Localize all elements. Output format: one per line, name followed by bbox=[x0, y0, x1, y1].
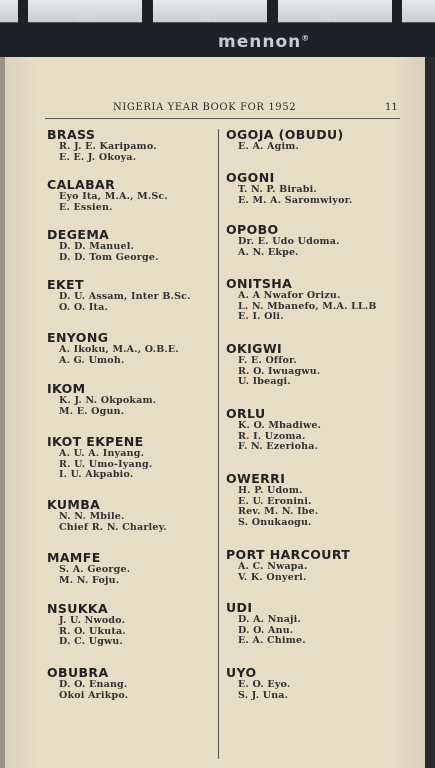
constituency-entry bbox=[226, 547, 350, 583]
constituency-name: OKIGWI bbox=[226, 341, 283, 356]
member-name: S. Onukaogu. bbox=[238, 516, 312, 528]
constituency-entry bbox=[47, 127, 157, 163]
member-name: E. U. Eronini. bbox=[238, 495, 312, 507]
member-name: E. A. Agim. bbox=[238, 141, 300, 152]
header-rule bbox=[45, 118, 400, 119]
member-name: T. N. P. Birabi. bbox=[238, 184, 317, 195]
member-name: Chief R. N. Charley. bbox=[59, 521, 167, 533]
constituency-name: NSUKKA bbox=[47, 601, 109, 616]
member-name: F. N. Ezerioha. bbox=[238, 441, 319, 452]
column-divider bbox=[218, 129, 219, 759]
film-frame bbox=[402, 0, 435, 23]
constituency-entry bbox=[47, 497, 167, 533]
constituency-name: OGOJA (OBUDU) bbox=[226, 127, 344, 142]
member-name: D. O. Enang. bbox=[59, 679, 128, 690]
member-list bbox=[238, 486, 318, 528]
frame-number: 021 bbox=[198, 12, 218, 23]
constituency-entry bbox=[47, 381, 156, 417]
member-name: A. N. Ekpe. bbox=[238, 246, 299, 258]
constituency-entry bbox=[47, 601, 126, 648]
constituency-name: PORT HARCOURT bbox=[226, 547, 351, 562]
constituency-entry bbox=[226, 471, 318, 528]
member-name: Rev. M. N. Ibe. bbox=[238, 506, 319, 517]
constituency-entry bbox=[226, 170, 352, 206]
constituency-name: UDI bbox=[226, 600, 253, 615]
member-name: A. U. A. Inyang. bbox=[59, 448, 145, 459]
constituency-entry bbox=[226, 406, 321, 453]
member-name: D. D. Tom George. bbox=[59, 251, 159, 263]
member-list bbox=[238, 680, 290, 701]
frame-number: 020 bbox=[75, 12, 95, 23]
film-frame bbox=[0, 0, 18, 23]
constituency-name: MAMFE bbox=[47, 550, 101, 565]
member-list bbox=[238, 291, 377, 323]
member-name: A. Ikoku, M.A., O.B.E. bbox=[59, 344, 179, 355]
member-name: R. J. E. Karipamo. bbox=[59, 141, 157, 152]
member-list bbox=[59, 396, 156, 417]
member-name: A. G. Umoh. bbox=[59, 354, 125, 366]
member-name: K. O. Mbadiwe. bbox=[238, 420, 322, 431]
member-name: O. O. Ita. bbox=[59, 301, 108, 313]
constituency-name: KUMBA bbox=[47, 497, 101, 512]
member-name: E. A. Chime. bbox=[238, 635, 306, 646]
member-list bbox=[59, 680, 128, 701]
constituency-entry bbox=[47, 434, 152, 481]
member-name: L. N. Mbanefo, M.A. LL.B bbox=[238, 300, 377, 312]
member-name: E. E. J. Okoya. bbox=[59, 151, 137, 163]
member-name: N. N. Mbile. bbox=[59, 511, 125, 522]
member-name: S. J. Una. bbox=[238, 689, 289, 701]
member-list bbox=[238, 185, 352, 206]
member-name: F. E. Offor. bbox=[238, 355, 297, 366]
book-page bbox=[5, 57, 425, 768]
member-name: M. N. Foju. bbox=[59, 574, 120, 586]
member-list bbox=[59, 512, 167, 533]
member-list bbox=[238, 421, 321, 453]
member-name: E. O. Eyo. bbox=[238, 679, 291, 690]
constituency-entry bbox=[47, 665, 128, 701]
constituency-entry bbox=[47, 277, 191, 313]
constituency-entry bbox=[47, 330, 179, 366]
member-name: R. I. Uzoma. bbox=[238, 430, 306, 442]
member-list bbox=[59, 345, 179, 366]
scanner-brand-logo: mennon® bbox=[218, 32, 311, 52]
constituency-name: CALABAR bbox=[47, 177, 116, 192]
constituency-entry bbox=[226, 600, 306, 647]
member-list bbox=[59, 565, 130, 586]
constituency-name: OGONI bbox=[226, 170, 275, 185]
member-name: E. Essien. bbox=[59, 201, 113, 213]
constituency-name: DEGEMA bbox=[47, 227, 110, 242]
constituency-name: ORLU bbox=[226, 406, 266, 421]
constituency-name: OWERRI bbox=[226, 471, 286, 486]
member-list bbox=[238, 615, 306, 647]
member-list bbox=[59, 142, 157, 163]
constituency-name: ONITSHA bbox=[226, 276, 293, 291]
frame-number: 022 bbox=[319, 12, 339, 23]
page-right-edge bbox=[425, 57, 435, 768]
constituency-name: IKOT EKPENE bbox=[47, 434, 144, 449]
member-name: H. P. Udom. bbox=[238, 485, 303, 496]
member-name: D. C. Ugwu. bbox=[59, 636, 124, 647]
constituency-name: EKET bbox=[47, 277, 84, 292]
constituency-name: BRASS bbox=[47, 127, 96, 142]
member-name: D. O. Anu. bbox=[238, 624, 294, 636]
constituency-entry bbox=[226, 665, 290, 701]
member-list bbox=[238, 562, 350, 583]
constituency-name: UYO bbox=[226, 665, 257, 680]
member-list bbox=[59, 242, 159, 263]
member-list bbox=[238, 142, 344, 153]
member-name: V. K. Onyeri. bbox=[238, 571, 307, 583]
member-name: S. A. George. bbox=[59, 564, 131, 575]
member-list bbox=[59, 449, 152, 481]
member-list bbox=[238, 356, 320, 388]
member-name: Dr. E. Udo Udoma. bbox=[238, 236, 340, 247]
constituency-entry bbox=[226, 341, 320, 388]
member-list bbox=[59, 192, 168, 213]
member-name: D. D. Manuel. bbox=[59, 241, 135, 252]
member-name: D. U. Assam, Inter B.Sc. bbox=[59, 291, 191, 302]
member-name: K. J. N. Okpokam. bbox=[59, 395, 157, 406]
constituency-name: OPOBO bbox=[226, 222, 279, 237]
member-name: Eyo Ita, M.A., M.Sc. bbox=[59, 191, 168, 202]
member-name: A. A Nwafor Orizu. bbox=[238, 290, 341, 301]
film-frames bbox=[0, 0, 435, 30]
member-list bbox=[59, 616, 126, 648]
page-number: 11 bbox=[385, 102, 398, 113]
member-name: E. I. Oli. bbox=[238, 311, 284, 322]
member-name: E. M. A. Saromwiyor. bbox=[238, 194, 353, 206]
member-name: J. U. Nwodo. bbox=[59, 615, 126, 626]
constituency-entry bbox=[226, 222, 340, 258]
scanner-film-strip bbox=[0, 0, 435, 58]
constituency-name: IKOM bbox=[47, 381, 86, 396]
member-name: A. C. Nwapa. bbox=[238, 561, 308, 572]
constituency-entry bbox=[47, 177, 168, 213]
member-name: Okoi Arikpo. bbox=[59, 689, 129, 701]
member-list bbox=[238, 237, 340, 258]
member-list bbox=[59, 292, 191, 313]
member-name: D. A. Nnaji. bbox=[238, 614, 301, 625]
constituency-entry bbox=[47, 227, 159, 263]
constituency-entry bbox=[226, 127, 344, 153]
member-name: I. U. Akpabio. bbox=[59, 469, 134, 480]
member-name: R. U. Umo-Iyang. bbox=[59, 458, 153, 470]
constituency-entry bbox=[47, 550, 130, 586]
running-header: NIGERIA YEAR BOOK FOR 1952 bbox=[113, 102, 297, 113]
member-name: M. E. Ogun. bbox=[59, 405, 125, 417]
member-name: R. O. Ukuta. bbox=[59, 625, 126, 637]
constituency-entry bbox=[226, 276, 377, 323]
member-name: R. O. Iwuagwu. bbox=[238, 365, 321, 377]
constituency-name: ENYONG bbox=[47, 330, 109, 345]
constituency-name: OBUBRA bbox=[47, 665, 109, 680]
member-name: U. Ibeagi. bbox=[238, 376, 291, 387]
